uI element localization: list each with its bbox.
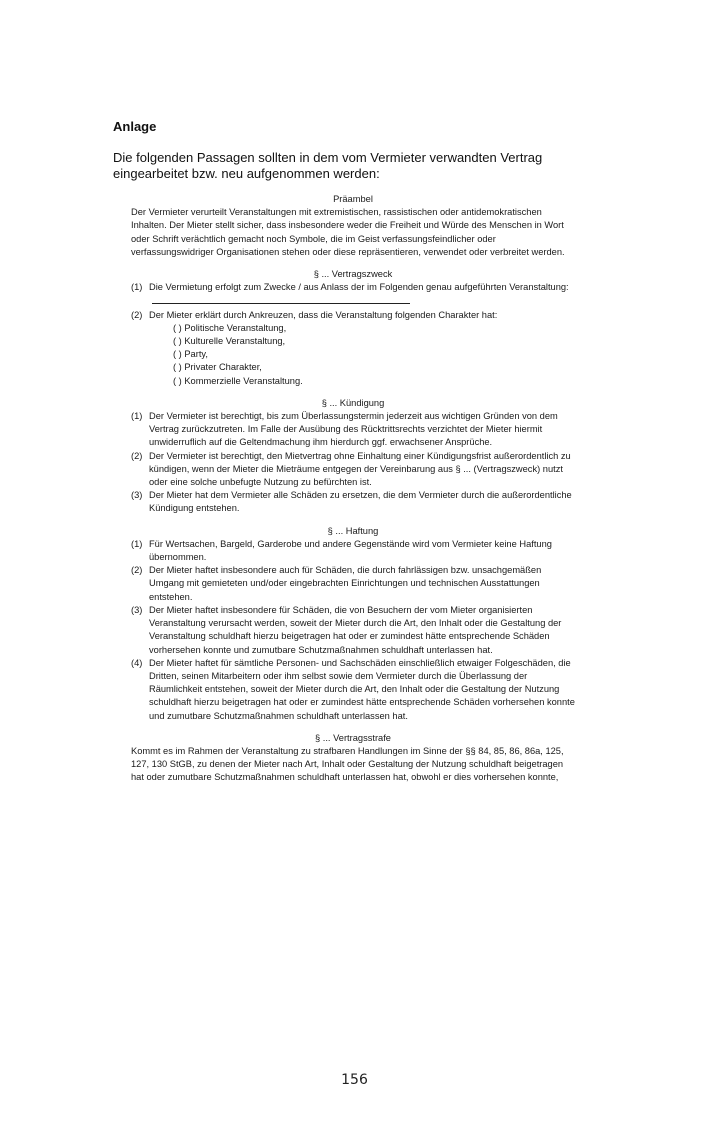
option-item: ( ) Party, — [173, 349, 208, 360]
list-item — [131, 489, 575, 515]
fill-in-line — [152, 294, 410, 304]
list-item — [131, 450, 575, 490]
item-text: Die Vermietung erfolgt zum Zwecke / aus Anlass der im Folgenden genau aufgeführten Veranstaltung: — [149, 282, 569, 293]
list-item — [131, 604, 575, 657]
item-number: (3) — [131, 490, 143, 501]
option-item: ( ) Privater Charakter, — [173, 362, 262, 373]
option-item: ( ) Kulturelle Veranstaltung, — [173, 336, 286, 347]
section-title: § ... Vertragsstrafe — [315, 732, 391, 743]
item-number: (2) — [131, 565, 143, 576]
contract-excerpt — [131, 193, 575, 785]
list-item — [131, 281, 575, 308]
section-text: Der Vermieter verurteilt Veranstaltungen mit extremistischen, rassistischen oder antidemokratischen Inhalten. Der Mieter stellt sicher, dass insbesondere weder die Freiheit und Würde des Menschen in Wort oder Schrift verächtlich gemacht noch Symbole, die im Geist verfassungsfeindlicher oder verfassungswidriger Organisationen stehen oder diese repräsentieren, verwendet oder verbreitet werden. — [131, 207, 565, 257]
item-text: Der Mieter erklärt durch Ankreuzen, dass die Veranstaltung folgenden Charakter hat: — [149, 309, 498, 320]
item-text: Der Mieter haftet insbesondere auch für Schäden, die durch fahrlässigen bzw. unsachgemäßen Umgang mit gemieteten und/oder eingebrachten Einrichtungen und technischen Ausstattungen entstehen. — [149, 565, 542, 602]
section-title: § ... Haftung — [327, 525, 379, 536]
item-text: Der Vermieter ist berechtigt, bis zum Überlassungstermin jederzeit aus wichtigen Gründen von dem Vertrag zurückzutreten. Im Falle der Ausübung des Rücktrittsrechts verzichtet der Mieter hiermit unwiderruflich auf die Geltendmachung ihm hierdurch ggf. erwachsener Ansprüche. — [149, 411, 558, 448]
section-text: Kommt es im Rahmen der Veranstaltung zu strafbaren Handlungen im Sinne der §§ 84, 85, 86, 86a, 125, 127, 130 StGB, zu denen der Mieter nach Art, Inhalt oder Gestaltung der Nutzung schuldhaft beigetragen hat oder zumutbare Schutzmaßnahmen schuldhaft unterlassen hat, obwohl er dies vorhersehen konnte, — [131, 745, 564, 783]
intro-paragraph: Die folgenden Passagen sollten in dem vom Vermieter verwandten Vertrag eingearbeitet bzw. neu aufgenommen werden: — [113, 150, 543, 181]
section-kuendigung — [131, 397, 575, 516]
list-item — [131, 309, 575, 322]
option-item: ( ) Politische Veranstaltung, — [173, 322, 287, 333]
section-title: Präambel — [333, 194, 373, 204]
list-item — [131, 564, 575, 604]
item-text: Für Wertsachen, Bargeld, Garderobe und andere Gegenstände wird vom Vermieter keine Haftung übernommen. — [149, 538, 552, 563]
item-text: Der Mieter hat dem Vermieter alle Schäden zu ersetzen, die dem Vermieter durch die außerordentliche Kündigung entstehen. — [149, 490, 572, 514]
list-item — [131, 410, 575, 450]
section-vertragszweck — [131, 268, 575, 388]
item-number: (2) — [131, 309, 143, 320]
item-text: Der Mieter haftet für sämtliche Personen- und Sachschäden einschließlich etwaiger Folgeschäden, die Dritten, seinen Mitarbeitern oder ihm selbst sowie dem Vermieter durch die Überlassung der Räumlichkeit entstehen, soweit der Mieter durch die Art, den Inhalt oder die Gestaltung der Nutzung schuldhaft hierzu beigetragen hat oder er zumindest hätte entsprechende Schäden vorhersehen konnte und zumutbare Schutzmaßnahmen schuldhaft unterlassen hat. — [149, 657, 575, 721]
section-title: § ... Vertragszweck — [313, 269, 393, 280]
item-number: (1) — [131, 538, 143, 549]
item-text: Der Mieter haftet insbesondere für Schäden, die von Besuchern der vom Mieter organisierten Veranstaltung verursacht werden, soweit der Mieter durch die Art, den Inhalt oder die Gestaltung der Veranstaltung schuldhaft hierzu beigetragen hat oder er zumindest hätte entsprechende Schäden vorhersehen konnte und zumutbare Schutzmaßnahmen schuldhaft unterlassen hat. — [149, 604, 562, 655]
item-number: (3) — [131, 604, 143, 615]
item-number: (1) — [131, 282, 143, 293]
section-vertragsstrafe — [131, 732, 575, 785]
section-praeambel — [131, 193, 575, 259]
option-item: ( ) Kommerzielle Veranstaltung. — [173, 375, 303, 386]
item-text: Der Vermieter ist berechtigt, den Mietvertrag ohne Einhaltung einer Kündigungsfrist außerordentlich zu kündigen, wenn der Mieter die Mieträume entgegen der Vereinbarung aus § ... (Vertragszweck) nutzt oder eine solche unbefugte Nutzung zu befürchten ist. — [149, 450, 571, 488]
section-title: § ... Kündigung — [321, 397, 385, 408]
item-number: (4) — [131, 657, 143, 668]
annex-heading: Anlage — [113, 119, 157, 134]
list-item — [131, 657, 575, 723]
list-item — [131, 538, 575, 564]
item-number: (1) — [131, 411, 143, 422]
page-number: 156 — [341, 1072, 368, 1088]
item-number: (2) — [131, 450, 143, 461]
checkbox-options — [131, 322, 575, 388]
section-haftung — [131, 525, 575, 723]
